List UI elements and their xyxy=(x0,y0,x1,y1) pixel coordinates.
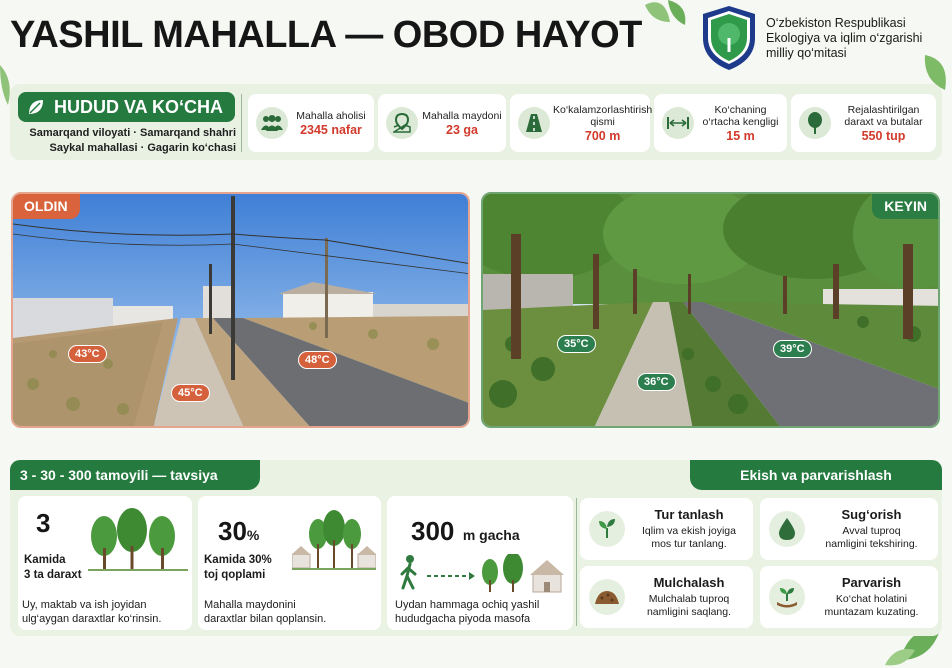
leaf-icon xyxy=(26,97,46,117)
stat-greening: Ko‘kalamzorlashtirish qismi 700 m xyxy=(510,94,650,152)
before-photo xyxy=(11,192,470,428)
care-item-watering: Sug‘orish Avval tuproq namligini tekshiring. xyxy=(760,498,938,560)
temperature-badge: 36°C xyxy=(637,373,676,391)
care-item-mulching: Mulchalash Mulchalab tuproq namligini saqlang. xyxy=(580,566,753,628)
location-heading: HUDUD VA KO‘CHA xyxy=(18,92,235,122)
mulch-icon xyxy=(589,579,625,615)
seedling-icon xyxy=(589,511,625,547)
green-street-illustration xyxy=(483,194,940,428)
road-icon xyxy=(518,107,550,139)
walking-to-park-icon xyxy=(399,554,565,594)
location-address: Samarqand viloyati · Samarqand shahri Saykal mahallasi · Gagarin ko‘chasi xyxy=(29,127,236,154)
people-icon xyxy=(256,107,288,139)
temperature-badge: 39°C xyxy=(773,340,812,358)
ministry-emblem-icon xyxy=(700,4,758,72)
after-tag: KEYIN xyxy=(872,193,939,219)
map-pin-icon xyxy=(386,107,418,139)
stat-planned-trees: Rejalashtirilgan daraxt va butalar 550 tup xyxy=(791,94,936,152)
temperature-badge: 45°C xyxy=(171,384,210,402)
rule-card-300-distance: 300 m gacha Uydan hammaga ochiq yashil hududgacha piyoda masofa xyxy=(387,496,573,630)
organization-name: O‘zbekiston Respublikasi Ekologiya va iqlim o‘zgarishi milliy qo‘mitasi xyxy=(766,16,923,60)
divider xyxy=(241,94,242,152)
care-item-maintenance: Parvarish Ko‘chat holatini muntazam kuzating. xyxy=(760,566,938,628)
water-drop-icon xyxy=(769,511,805,547)
stat-area: Mahalla maydoni 23 ga xyxy=(378,94,506,152)
divider xyxy=(576,498,577,626)
stat-population: Mahalla aholisi 2345 nafar xyxy=(248,94,374,152)
care-item-species: Tur tanlash Iqlim va ekish joyiga mos tur tanlang. xyxy=(580,498,753,560)
trees-houses-icon xyxy=(292,510,376,572)
rule-card-3-trees: 3 Kamida 3 ta daraxt Uy, maktab va ish joyidan ulg‘aygan daraxtlar ko‘rinsin. xyxy=(18,496,192,630)
leaf-decoration-icon xyxy=(640,0,690,30)
rule-heading: 3 - 30 - 300 tamoyili — tavsiya xyxy=(10,460,260,490)
temperature-badge: 48°C xyxy=(298,351,337,369)
barren-street-illustration xyxy=(13,194,470,428)
tree-icon xyxy=(799,107,831,139)
temperature-badge: 35°C xyxy=(557,335,596,353)
before-tag: OLDIN xyxy=(12,193,80,219)
care-heading: Ekish va parvarishlash xyxy=(690,460,942,490)
temperature-badge: 43°C xyxy=(68,345,107,363)
stat-street-width: Ko‘chaning o‘rtacha kengligi 15 m xyxy=(654,94,787,152)
after-photo xyxy=(481,192,940,428)
three-trees-icon xyxy=(88,508,188,572)
sprout-hand-icon xyxy=(769,579,805,615)
page-title: YASHIL MAHALLA — OBOD HAYOT xyxy=(10,14,642,56)
width-arrows-icon xyxy=(662,107,694,139)
rule-card-30-canopy: 30% Kamida 30% toj qoplami Mahalla maydonini daraxtlar bilan qoplansin. xyxy=(198,496,381,630)
